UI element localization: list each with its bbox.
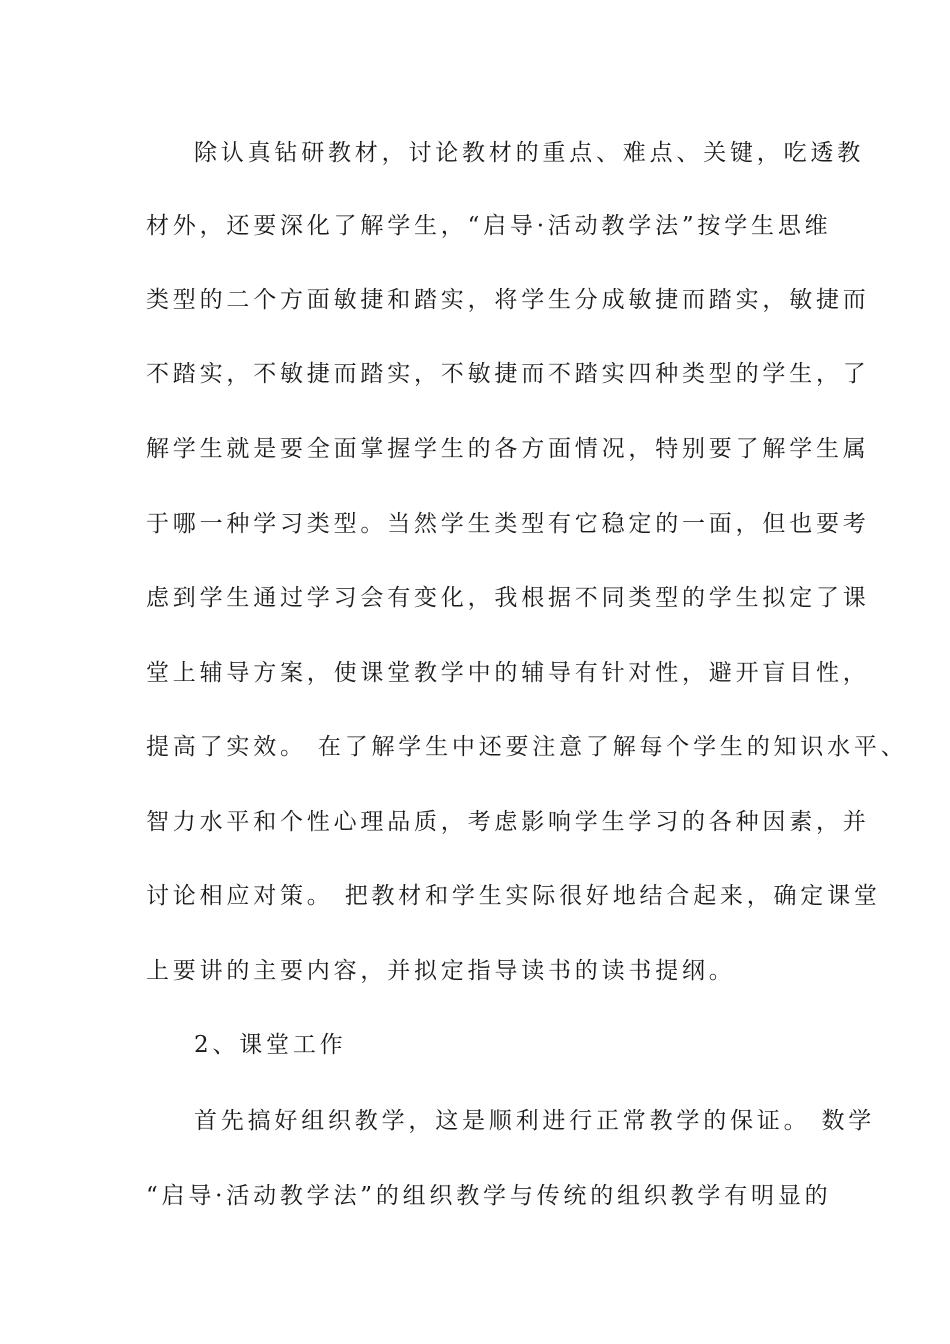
paragraph-line: 解学生就是要全面掌握学生的各方面情况，特别要了解学生属 (146, 436, 870, 462)
paragraph-line: 于哪一种学习类型。当然学生类型有它稳定的一面，但也要考 (146, 511, 870, 537)
paragraph-line: 智力水平和个性心理品质，考虑影响学生学习的各种因素，并 (146, 809, 870, 835)
paragraph-line: 堂上辅导方案，使课堂教学中的辅导有针对性，避开盲目性， (146, 660, 870, 686)
paragraph-line: “启导·活动教学法”的组织教学与传统的组织教学有明显的 (146, 1183, 832, 1209)
paragraph-line: 讨论相应对策。 把教材和学生实际很好地结合起来，确定课堂 (146, 883, 881, 909)
paragraph-line: 除认真钻研教材，讨论教材的重点、难点、关键，吃透教 (194, 140, 864, 166)
paragraph-line: 上要讲的主要内容，并拟定指导读书的读书提纲。 (146, 958, 736, 984)
paragraph-line: 首先搞好组织教学，这是顺利进行正常教学的保证。 数学 (194, 1108, 876, 1134)
section-heading: 2、课堂工作 (194, 1032, 347, 1058)
paragraph-line: 类型的二个方面敏捷和踏实，将学生分成敏捷而踏实，敏捷而 (146, 287, 870, 313)
paragraph-line: 提高了实效。 在了解学生中还要注意了解每个学生的知识水平、 (146, 734, 908, 760)
paragraph-line: 不踏实，不敏捷而踏实，不敏捷而不踏实四种类型的学生，了 (146, 361, 870, 387)
paragraph-line: 虑到学生通过学习会有变化，我根据不同类型的学生拟定了课 (146, 585, 870, 611)
paragraph-line: 材外，还要深化了解学生，“启导·活动教学法”按学生思维 (146, 213, 832, 239)
